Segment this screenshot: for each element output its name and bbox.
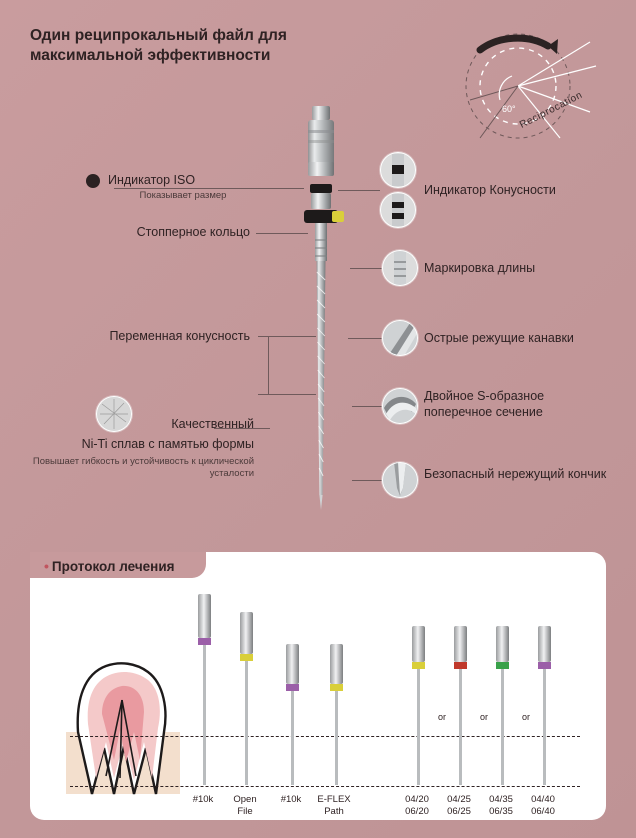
- file-caption-4-line2: 06/20: [405, 805, 429, 817]
- protocol-title: [44, 558, 175, 574]
- file-caption-5-line2: 06/25: [447, 805, 471, 817]
- protocol-title-text: Протокол лечения: [51, 559, 175, 574]
- callout-taper-indicator: [424, 182, 624, 198]
- leader-taper-indicator: [338, 190, 380, 191]
- callout-iso-indicator: [108, 172, 258, 203]
- leader-stopper: [256, 233, 308, 234]
- leader-tip: [352, 480, 382, 481]
- file-caption-0-line1: #10k: [192, 794, 214, 805]
- file-caption-7-line1: 04/40: [531, 794, 555, 805]
- file-caption-4-line1: 04/20: [405, 794, 429, 805]
- protocol-bullet: •: [44, 558, 49, 574]
- file-caption-5-line1: 04/25: [447, 794, 471, 805]
- reciprocation-label: Reciprocation: [518, 89, 585, 131]
- leader-taper2: [258, 394, 316, 395]
- file-caption-3: [306, 794, 362, 818]
- callout-cutting-flutes: [424, 330, 624, 346]
- callout-alloy-sub: [20, 456, 254, 481]
- callout-stopper-ring: [104, 224, 250, 240]
- file-caption-6-line2: 06/35: [489, 805, 513, 817]
- callout-alloy-line2: [20, 436, 254, 452]
- callout-variable-taper-label: Переменная конусность: [109, 329, 250, 343]
- leader-taper: [258, 336, 316, 337]
- or-label-3: or: [522, 712, 531, 722]
- tooth-illustration: [58, 628, 188, 805]
- callout-safe-tip-label: Безопасный нережущий кончик: [424, 467, 607, 481]
- file-caption-3-line2: Path: [324, 805, 344, 817]
- callout-cross-section-label: Двойное S-образное поперечное сечение: [424, 389, 545, 420]
- svg-text:60°: 60°: [502, 104, 516, 114]
- callout-alloy: [20, 416, 254, 432]
- callout-cross-section: [424, 388, 614, 421]
- callout-alloy-sub-text: Повышает гибкость и устойчивость к циклической усталости: [32, 456, 254, 480]
- file-caption-6-line1: 04/35: [489, 794, 513, 805]
- iso-indicator-dot: [86, 174, 100, 188]
- file-caption-1-line1: Open: [233, 794, 257, 805]
- leader-section: [352, 406, 382, 407]
- or-label-1: or: [438, 712, 447, 722]
- cross-section-icon: [382, 388, 418, 424]
- leader-length: [350, 268, 382, 269]
- callout-iso-label: Индикатор ISO: [108, 173, 196, 187]
- callout-stopper-label: Стопперное кольцо: [136, 225, 250, 239]
- or-label-2: or: [480, 712, 489, 722]
- callout-safe-tip: [424, 466, 614, 482]
- file-caption-2-line1: #10k: [280, 794, 302, 805]
- file-sequence-graphic: [190, 588, 590, 788]
- leader-taper-vert: [268, 336, 269, 394]
- file-caption-3-line1: E-FLEX: [317, 794, 351, 805]
- reciprocation-diagram: [440, 20, 620, 160]
- taper-indicator-icon-bottom: [380, 192, 416, 228]
- callout-cutting-flutes-label: Острые режущие канавки: [424, 331, 574, 345]
- endodontic-file-illustration: [286, 100, 356, 520]
- length-marking-icon: [382, 250, 418, 286]
- leader-flutes: [348, 338, 382, 339]
- cutting-flutes-icon: [382, 320, 418, 356]
- file-caption-1-line2: File: [237, 805, 253, 817]
- callout-length-marking: [424, 260, 624, 276]
- callout-alloy-line2-label: Ni-Ti сплав с памятью формы: [81, 437, 254, 451]
- safe-tip-icon: [382, 462, 418, 498]
- taper-indicator-icon-top: [380, 152, 416, 188]
- callout-taper-indicator-label: Индикатор Конусности: [424, 183, 556, 197]
- callout-variable-taper: [78, 328, 250, 344]
- file-caption-7-line2: 06/40: [531, 805, 555, 817]
- file-caption-7: [516, 794, 570, 818]
- page-title: Один реципрокальный файл для максимальной эффективности: [30, 27, 287, 65]
- callout-length-marking-label: Маркировка длины: [424, 261, 536, 275]
- callout-alloy-label: Качественный: [171, 417, 254, 431]
- callout-iso-sub: Показывает размер: [139, 190, 227, 202]
